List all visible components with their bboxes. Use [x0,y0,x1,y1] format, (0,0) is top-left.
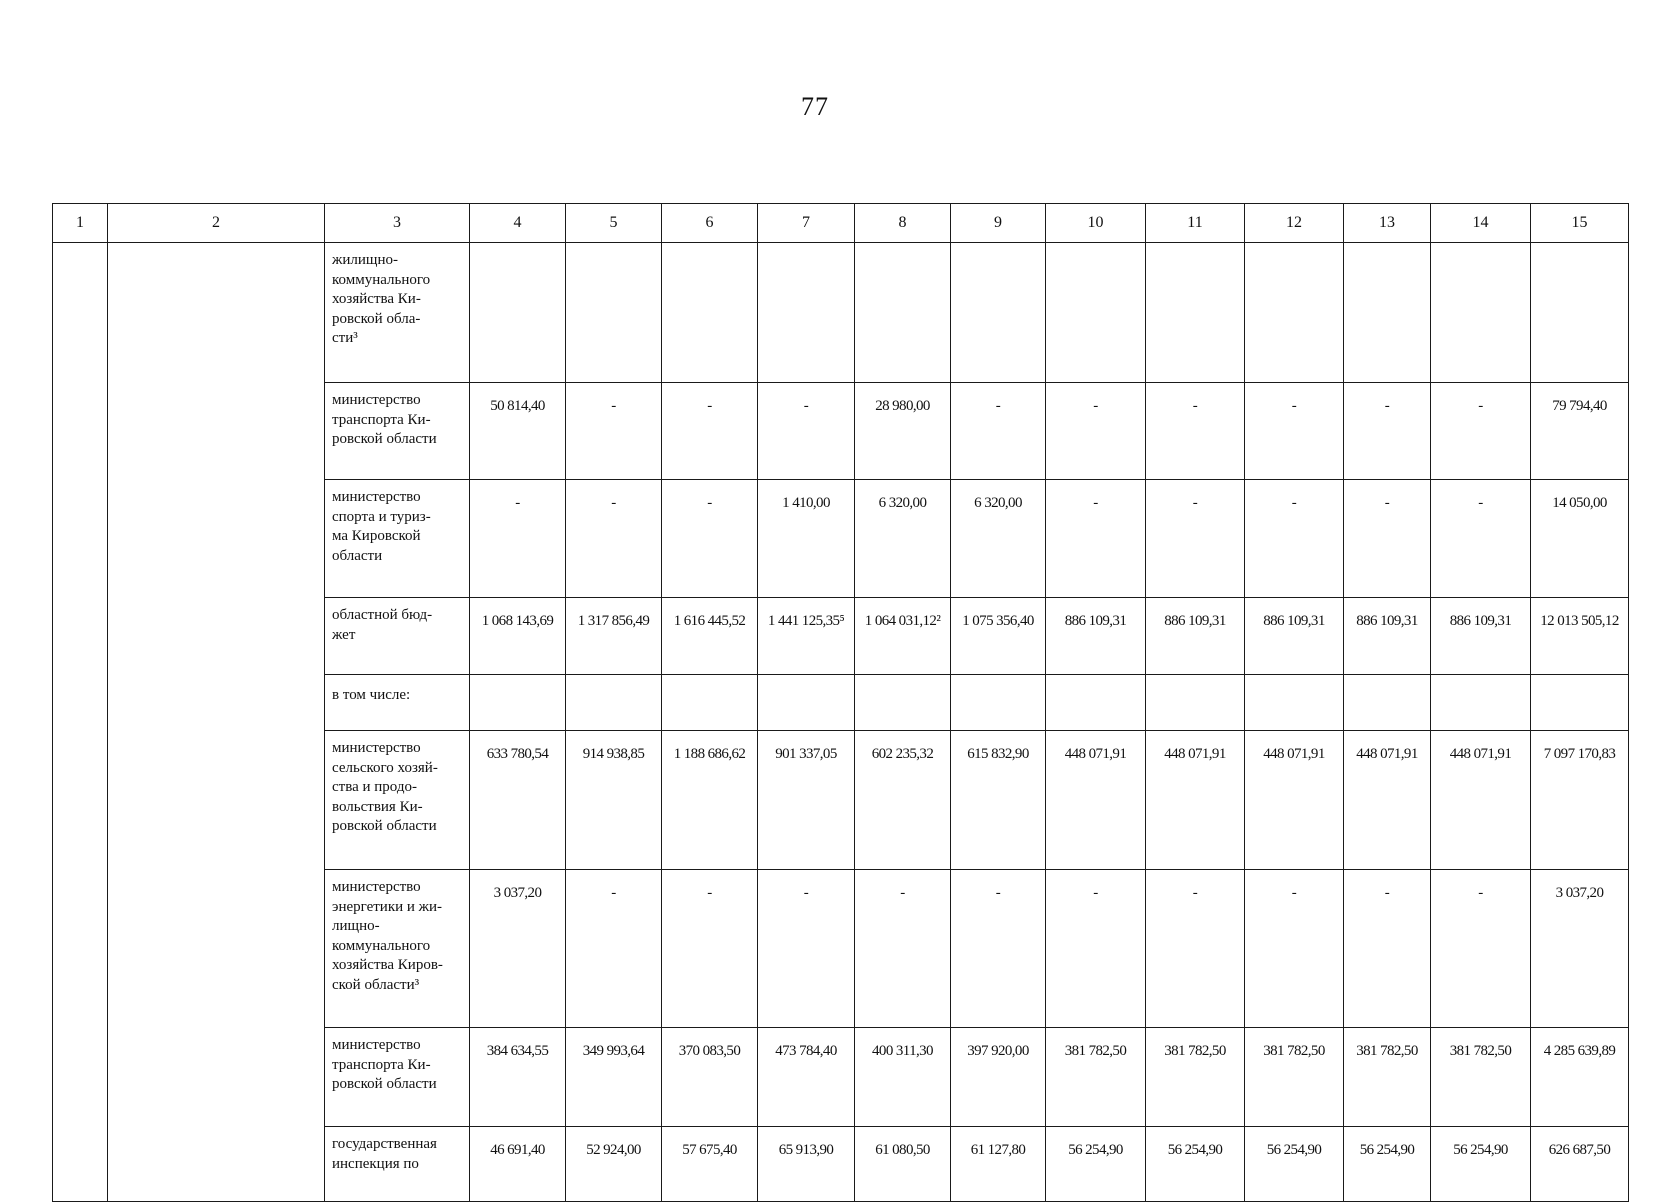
value-cell: 1 317 856,49 [566,598,662,675]
row-label: министерство спорта и туриз- ма Кировской области [325,480,470,598]
value-cell: - [758,870,855,1028]
value-cell: 901 337,05 [758,731,855,870]
value-cell: - [1046,383,1146,480]
value-cell [855,243,951,383]
value-cell: - [1431,383,1531,480]
header-cell: 14 [1431,204,1531,243]
header-cell: 7 [758,204,855,243]
value-cell: - [566,870,662,1028]
value-cell [1531,675,1629,731]
value-cell: - [1146,383,1245,480]
header-cell: 5 [566,204,662,243]
value-cell: - [951,383,1046,480]
value-cell: 14 050,00 [1531,480,1629,598]
value-cell: 400 311,30 [855,1028,951,1127]
value-cell: 12 013 505,12 [1531,598,1629,675]
value-cell [1431,243,1531,383]
value-cell: - [951,870,1046,1028]
row-label: в том числе: [325,675,470,731]
value-cell: 1 068 143,69 [470,598,566,675]
value-cell: 448 071,91 [1046,731,1146,870]
value-cell [1146,675,1245,731]
header-cell: 1 [53,204,108,243]
header-cell: 10 [1046,204,1146,243]
value-cell: 473 784,40 [758,1028,855,1127]
value-cell [566,243,662,383]
header-cell: 13 [1344,204,1431,243]
value-cell: 4 285 639,89 [1531,1028,1629,1127]
value-cell: 56 254,90 [1146,1127,1245,1202]
value-cell: - [1046,870,1146,1028]
row-label: жилищно- коммунального хозяйства Ки- ровской обла- сти³ [325,243,470,383]
value-cell: 633 780,54 [470,731,566,870]
value-cell: 886 109,31 [1146,598,1245,675]
value-cell: 3 037,20 [470,870,566,1028]
value-cell: 56 254,90 [1431,1127,1531,1202]
value-cell: 61 080,50 [855,1127,951,1202]
value-cell: 56 254,90 [1046,1127,1146,1202]
value-cell: 1 441 125,35⁵ [758,598,855,675]
value-cell: 1 064 031,12² [855,598,951,675]
value-cell: 448 071,91 [1245,731,1344,870]
value-cell: 6 320,00 [951,480,1046,598]
value-cell: - [1046,480,1146,598]
value-cell: 50 814,40 [470,383,566,480]
value-cell: - [1344,870,1431,1028]
header-cell: 3 [325,204,470,243]
value-cell: 886 109,31 [1344,598,1431,675]
value-cell: 615 832,90 [951,731,1046,870]
value-cell: 56 254,90 [1245,1127,1344,1202]
row-label: областной бюд- жет [325,598,470,675]
value-cell [1431,675,1531,731]
value-cell: - [855,870,951,1028]
header-cell: 15 [1531,204,1629,243]
value-cell: 28 980,00 [855,383,951,480]
value-cell: - [662,870,758,1028]
value-cell: 886 109,31 [1431,598,1531,675]
header-cell: 12 [1245,204,1344,243]
value-cell: 56 254,90 [1344,1127,1431,1202]
row-label: государственная инспекция по [325,1127,470,1202]
value-cell [1046,675,1146,731]
value-cell [566,675,662,731]
value-cell: 448 071,91 [1146,731,1245,870]
value-cell: 1 188 686,62 [662,731,758,870]
value-cell [1245,243,1344,383]
value-cell: - [1146,870,1245,1028]
value-cell: 46 691,40 [470,1127,566,1202]
value-cell: 381 782,50 [1046,1028,1146,1127]
value-cell: 381 782,50 [1245,1028,1344,1127]
value-cell: 381 782,50 [1431,1028,1531,1127]
value-cell: 1 410,00 [758,480,855,598]
value-cell [951,675,1046,731]
header-cell: 6 [662,204,758,243]
header-cell: 11 [1146,204,1245,243]
header-cell: 4 [470,204,566,243]
value-cell: - [566,480,662,598]
column-2-cell [108,243,325,1202]
header-row [53,204,1629,243]
value-cell [1146,243,1245,383]
value-cell: - [758,383,855,480]
row-label: министерство транспорта Ки- ровской области [325,383,470,480]
value-cell: 384 634,55 [470,1028,566,1127]
value-cell [1245,675,1344,731]
row-label: министерство транспорта Ки- ровской области [325,1028,470,1127]
value-cell: - [1344,480,1431,598]
value-cell: 626 687,50 [1531,1127,1629,1202]
value-cell: 886 109,31 [1245,598,1344,675]
value-cell: - [1431,870,1531,1028]
value-cell [951,243,1046,383]
value-cell: 448 071,91 [1344,731,1431,870]
value-cell: 3 037,20 [1531,870,1629,1028]
value-cell [662,243,758,383]
value-cell: 370 083,50 [662,1028,758,1127]
value-cell [758,243,855,383]
value-cell: - [1245,480,1344,598]
value-cell: - [1146,480,1245,598]
value-cell: 1 075 356,40 [951,598,1046,675]
value-cell: 914 938,85 [566,731,662,870]
value-cell [1046,243,1146,383]
value-cell: 381 782,50 [1146,1028,1245,1127]
header-cell: 8 [855,204,951,243]
value-cell: - [1245,870,1344,1028]
value-cell [758,675,855,731]
value-cell: 7 097 170,83 [1531,731,1629,870]
value-cell [1344,243,1431,383]
header-cell: 9 [951,204,1046,243]
table-body [53,243,1629,1202]
value-cell: 52 924,00 [566,1127,662,1202]
header-cell: 2 [108,204,325,243]
row-label: министерство энергетики и жи- лищно- коммунального хозяйства Киров- ской области³ [325,870,470,1028]
value-cell: - [1344,383,1431,480]
value-cell: - [662,383,758,480]
value-cell [855,675,951,731]
budget-table [52,203,1629,1202]
value-cell: - [470,480,566,598]
value-cell: 886 109,31 [1046,598,1146,675]
page-number: 77 [801,92,829,121]
value-cell [1531,243,1629,383]
value-cell: 381 782,50 [1344,1028,1431,1127]
value-cell: - [1431,480,1531,598]
row-label: министерство сельского хозяй- ства и продо- вольствия Ки- ровской области [325,731,470,870]
value-cell: 1 616 445,52 [662,598,758,675]
value-cell: - [662,480,758,598]
table-row [53,243,1629,383]
value-cell: 79 794,40 [1531,383,1629,480]
value-cell [1344,675,1431,731]
value-cell [470,243,566,383]
value-cell: 397 920,00 [951,1028,1046,1127]
value-cell [662,675,758,731]
value-cell: 57 675,40 [662,1127,758,1202]
column-1-cell [53,243,108,1202]
value-cell: 65 913,90 [758,1127,855,1202]
value-cell: 6 320,00 [855,480,951,598]
value-cell: - [566,383,662,480]
value-cell [470,675,566,731]
value-cell: 349 993,64 [566,1028,662,1127]
value-cell: - [1245,383,1344,480]
value-cell: 61 127,80 [951,1127,1046,1202]
value-cell: 602 235,32 [855,731,951,870]
value-cell: 448 071,91 [1431,731,1531,870]
